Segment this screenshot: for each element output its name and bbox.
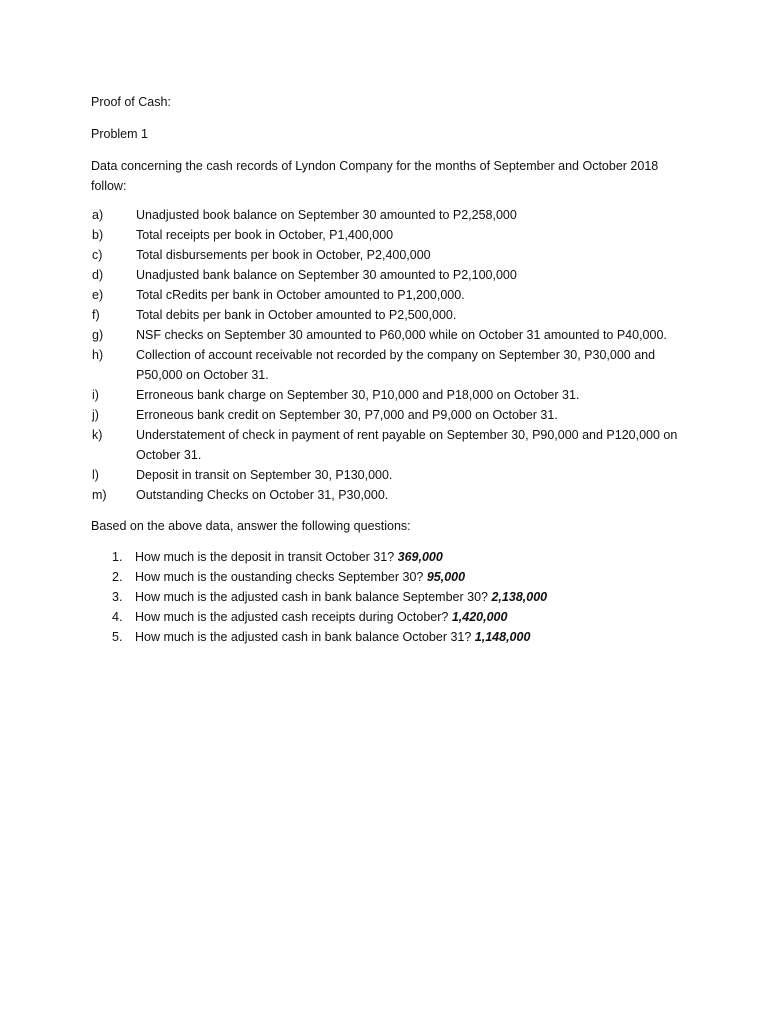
list-item: [91, 285, 691, 305]
question-text: How much is the adjusted cash receipts during October?: [135, 610, 449, 624]
item-marker: l): [92, 468, 99, 482]
list-item: [91, 265, 691, 285]
item-marker: j): [92, 408, 99, 422]
question-number: 2.: [112, 570, 123, 584]
item-text: Total disbursements per book in October, P2,400,000: [136, 248, 431, 262]
item-marker: d): [92, 268, 104, 282]
item-text: Unadjusted book balance on September 30 amounted to P2,258,000: [136, 208, 517, 222]
list-item: [91, 225, 691, 245]
question-number: 4.: [112, 610, 123, 624]
question-text: How much is the adjusted cash in bank balance October 31?: [135, 630, 472, 644]
question-item: [91, 627, 691, 647]
item-marker: i): [92, 388, 99, 402]
item-text: NSF checks on September 30 amounted to P60,000 while on October 31 amounted to P40,000.: [136, 328, 667, 342]
intro-paragraph: Data concerning the cash records of Lyndon Company for the months of September and October 2018 follow:: [91, 159, 659, 193]
question-item: [91, 547, 691, 567]
data-list: [91, 205, 691, 505]
item-text: Understatement of check in payment of rent payable on September 30, P90,000 and P120,000 on October 31.: [136, 428, 678, 462]
question-answer: 369,000: [397, 550, 443, 564]
question-number: 5.: [112, 630, 123, 644]
item-marker: c): [92, 248, 103, 262]
item-text: Collection of account receivable not recorded by the company on September 30, P30,000 and P50,000 on October 31.: [136, 348, 656, 382]
item-text: Total debits per bank in October amounted to P2,500,000.: [136, 308, 457, 322]
item-text: Unadjusted bank balance on September 30 amounted to P2,100,000: [136, 268, 517, 282]
list-item: [91, 465, 691, 485]
list-item: [91, 385, 691, 405]
question-number: 3.: [112, 590, 123, 604]
questions-list: [91, 547, 691, 647]
problem-heading: Problem 1: [91, 127, 148, 141]
list-item: [91, 205, 691, 225]
question-text: How much is the deposit in transit October 31?: [135, 550, 395, 564]
list-item: [91, 245, 691, 265]
question-item: [91, 567, 691, 587]
list-item: [91, 485, 691, 505]
item-text: Total receipts per book in October, P1,400,000: [136, 228, 394, 242]
question-answer: 95,000: [426, 570, 466, 584]
item-marker: m): [92, 488, 107, 502]
question-text: How much is the oustanding checks September 30?: [135, 570, 424, 584]
questions-prompt: Based on the above data, answer the following questions:: [91, 519, 411, 533]
list-item: [91, 325, 691, 345]
question-item: [91, 587, 691, 607]
item-marker: f): [92, 308, 100, 322]
item-marker: h): [92, 348, 104, 362]
list-item: [91, 405, 691, 425]
list-item: [91, 305, 691, 325]
question-item: [91, 607, 691, 627]
item-marker: b): [92, 228, 104, 242]
item-text: Deposit in transit on September 30, P130,000.: [136, 468, 393, 482]
list-item: [91, 345, 691, 385]
item-text: Erroneous bank credit on September 30, P7,000 and P9,000 on October 31.: [136, 408, 558, 422]
item-text: Outstanding Checks on October 31, P30,000.: [136, 488, 389, 502]
question-text: How much is the adjusted cash in bank balance September 30?: [135, 590, 488, 604]
question-number: 1.: [112, 550, 123, 564]
list-item: [91, 425, 691, 465]
item-marker: e): [92, 288, 104, 302]
question-answer: 2,138,000: [491, 590, 548, 604]
document-title: Proof of Cash:: [91, 95, 171, 109]
question-answer: 1,420,000: [451, 610, 508, 624]
item-marker: k): [92, 428, 103, 442]
item-marker: a): [92, 208, 104, 222]
item-text: Erroneous bank charge on September 30, P10,000 and P18,000 on October 31.: [136, 388, 580, 402]
item-text: Total cRedits per bank in October amounted to P1,200,000.: [136, 288, 465, 302]
item-marker: g): [92, 328, 104, 342]
question-answer: 1,148,000: [474, 630, 531, 644]
document-page: [91, 92, 691, 647]
